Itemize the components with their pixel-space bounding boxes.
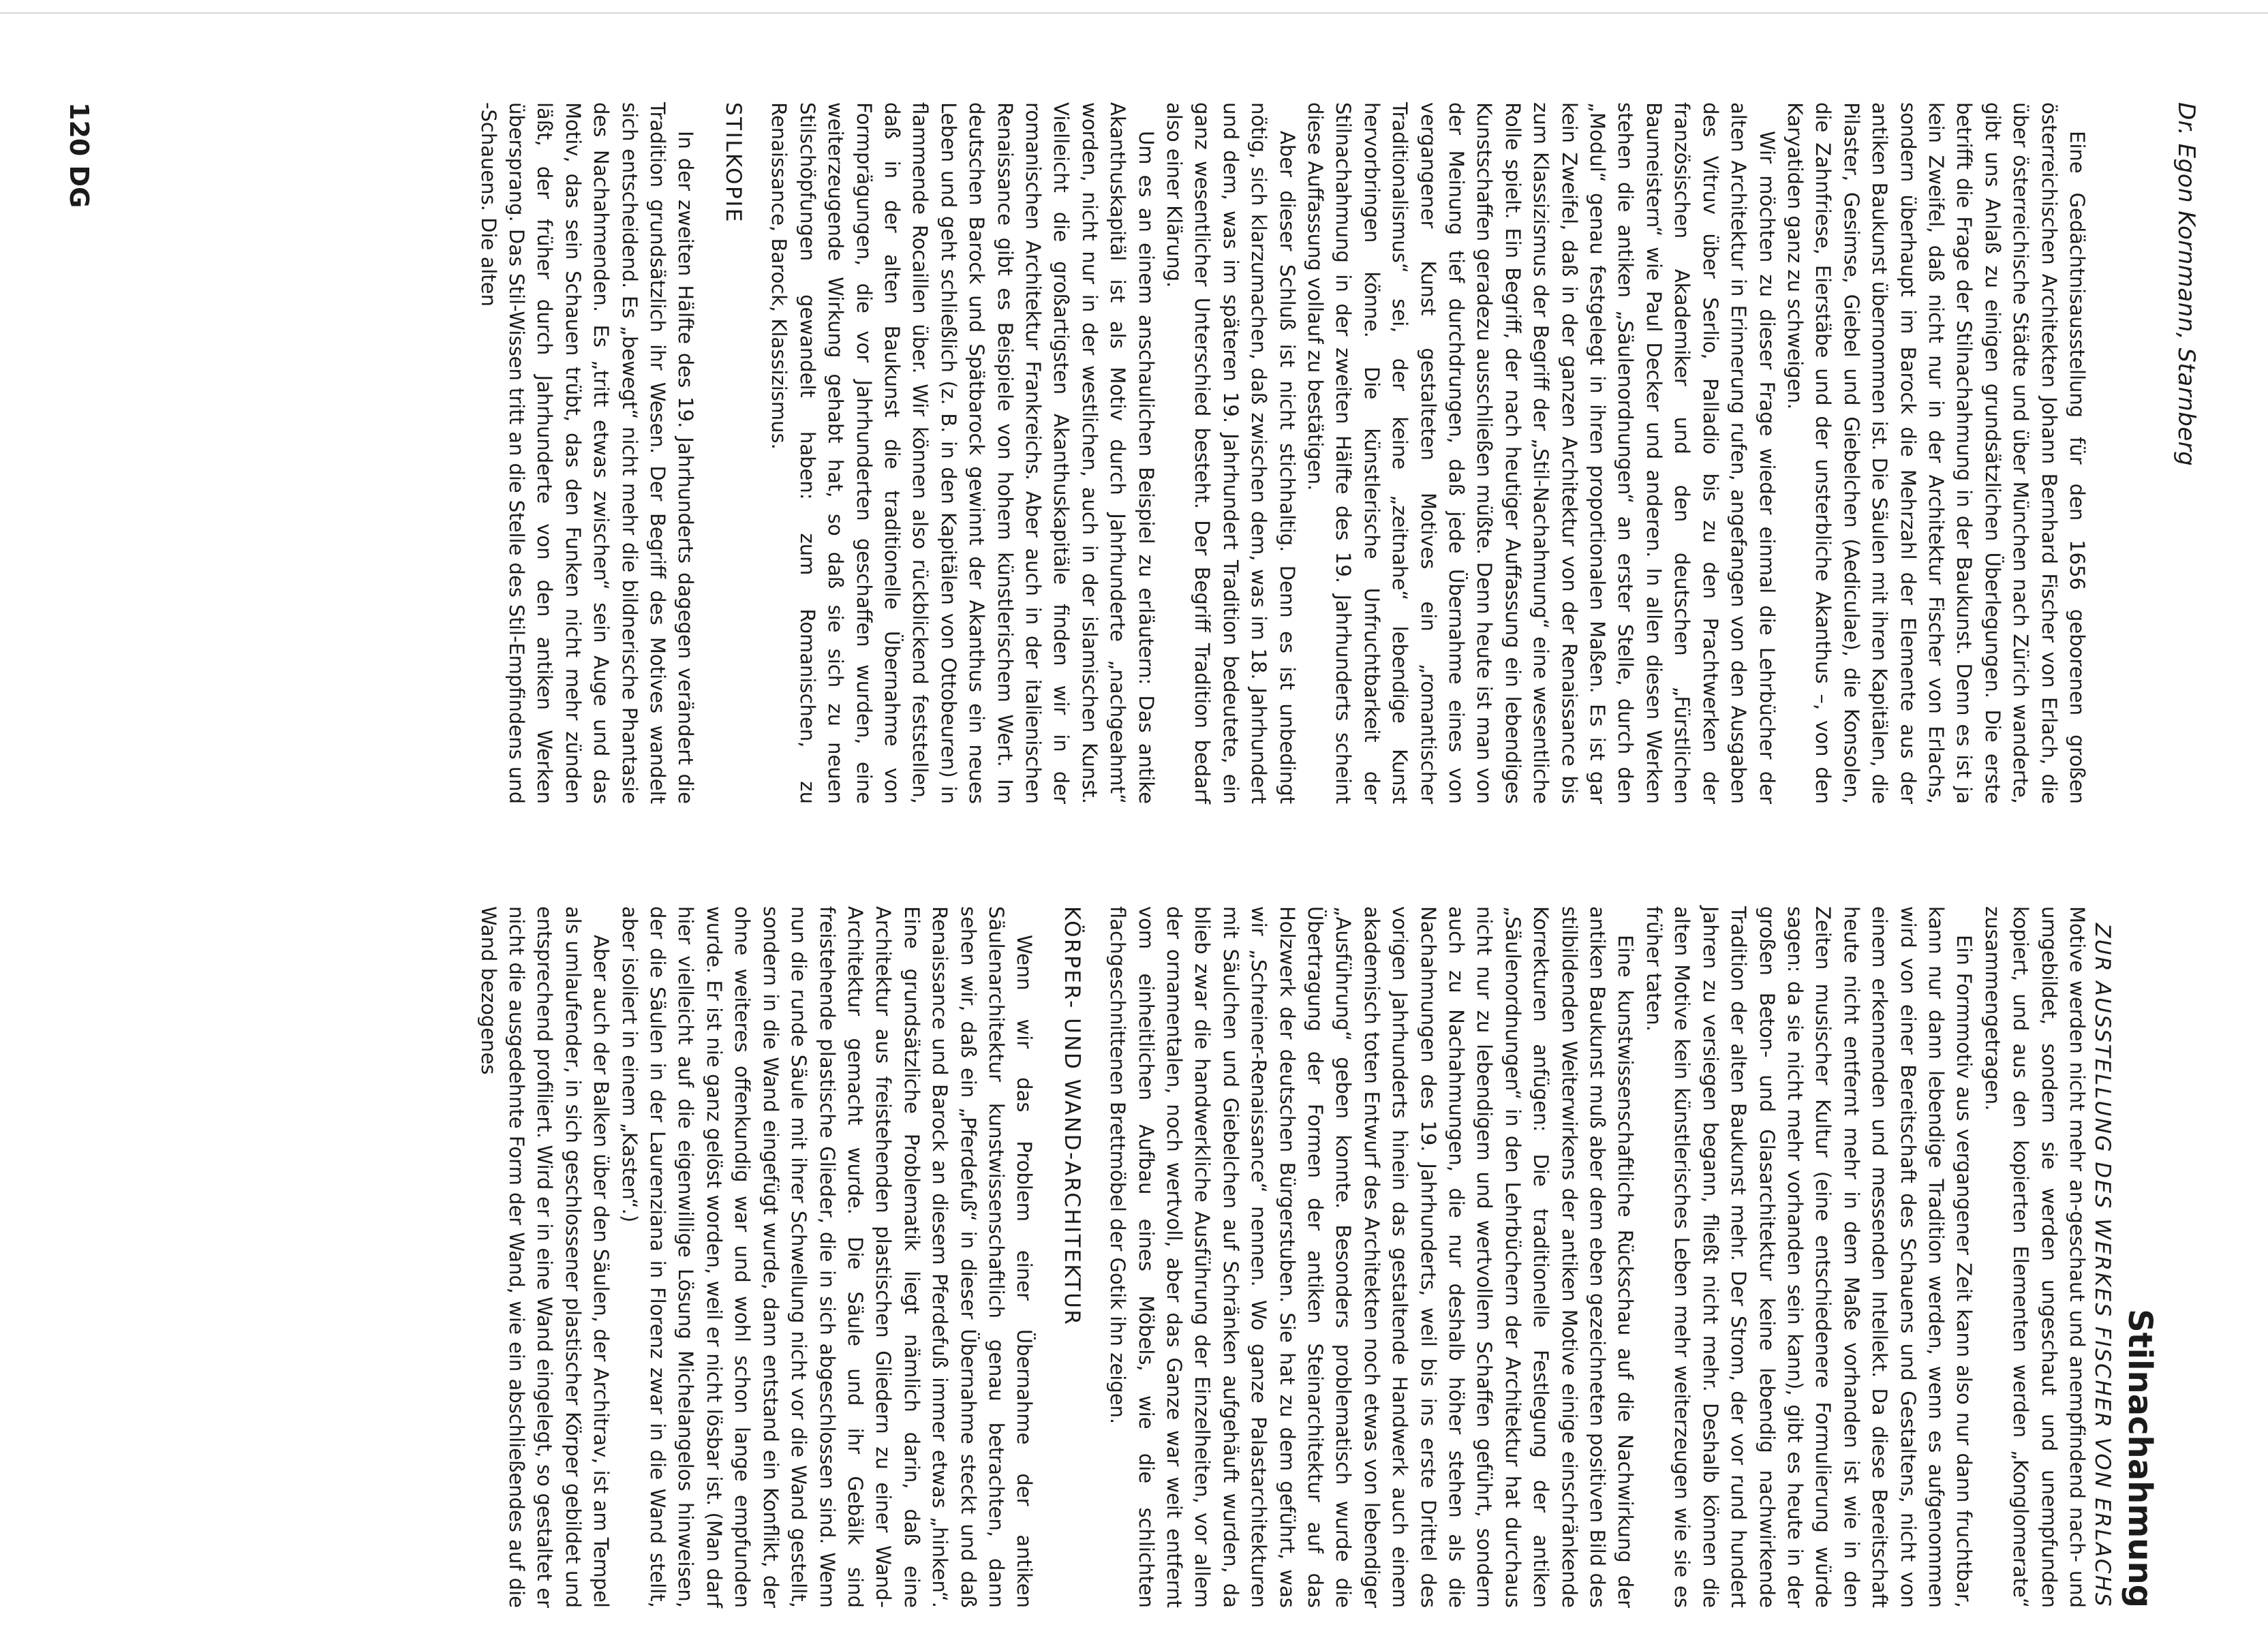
paragraph: Ein Formmotiv aus vergangener Zeit kann also nur dann fruchtbar, kann nur dann lebendige Tradition werden, wenn es aufgenommen wird von einer Bereitschaft des Schauens und Gestaltens, nicht von einem erkennenden und messenden Intellekt. Da diese Bereitschaft heute nicht entfernt mehr in dem Maße vorhanden ist wie in den Zeiten musischer Kultur (eine entschiedenere Formulierung würde sagen: da sie nicht mehr vorhanden sein kann), gibt es heute in der großen Beton- und Glasarchitektur keine lebendig nachwirkende Tradition der alten Baukunst mehr. Der Strom, der vor rund hundert Jahren zu versiegen begann, fließt nicht mehr. Deshalb können die alten Motive kein künstlerisches Leben mehr weiterzeugen wie sie es früher taten. <box>1642 906 1976 1608</box>
paragraph: Aber dieser Schluß ist nicht stichhaltig. Denn es ist unbedingt nötig, sich klarzumachen, daß zwischen dem, was im 18. Jahrhundert und dem, was im späteren 19. Jahrhundert Tradition bedeutete, ein ganz wesentlicher Unterschied besteht. Der Begriff Tradition bedarf also einer Klärung. <box>1163 102 1299 804</box>
scan-edge-line <box>0 12 2268 14</box>
section-heading: STILKOPIE <box>720 102 746 223</box>
paragraph: Wir möchten zu dieser Frage wieder einmal die Lehrbücher der alten Architektur in Erinnerung rufen, angefangen von den Ausgaben des Vitruv über Serlio, Palladio bis zu den Prachtwerken der französischen Akademiker und den deutschen „Fürstlichen Baumeistern“ wie Paul Decker und anderen. In allen diesen Werken stehen die antiken „Säulenordnungen“ an erster Stelle, durch den „Modul“ genau festgelegt in ihren proportionalen Maßen. Es ist gar kein Zweifel, daß in der ganzen Architektur von der Renaissance bis zum Klassizismus der Begriff der „Stil-Nachahmung“ eine wesentliche Rolle spielt. Ein Begriff, der nach heutiger Auffassung ein lebendiges Kunstschaffen geradezu ausschließen müßte. Denn heute ist man von der Meinung tief durchdrungen, daß jede Übernahme eines von vergangener Kunst gestalteten Motives ein „romantischer Traditionalismus“ sei, der keine „zeitnahe“ lebendige Kunst hervorbringen könne. Die künstlerische Unfruchtbarkeit der Stilnachahmung in der zweiten Hälfte des 19. Jahrhunderts scheint diese Auffassung vollauf zu bestätigen. <box>1304 102 1779 804</box>
section-heading: KÖRPER- UND WAND-ARCHITEKTUR <box>1059 906 1084 1327</box>
right-column <box>474 906 2091 1608</box>
article-title: Stilnachahmung <box>2121 1309 2159 1608</box>
paragraph: Eine Gedächtnisausstellung für den 1656 geborenen großen österreichischen Architekten Johann Bernhard Fischer von Erlach, die über österreichische Städte und über München nach Zürich wanderte, gibt uns Anlaß zu einigen grundsätzlichen Überlegungen. Die erste betrifft die Frage der Stilnachahmung in der Baukunst. Denn es ist ja kein Zweifel, daß nicht nur in der Architektur Fischer von Erlachs, sondern überhaupt im Barock die Mehrzahl der Elemente aus der antiken Baukunst übernommen ist. Die Säulen mit ihren Kapitälen, die Pilaster, Gesimse, Giebel und Giebelchen (Aediculae), die Konsolen, die Zahnfriese, Eierstäbe und der unsterbliche Akanthus –, von den Karyatiden ganz zu schweigen. <box>1783 102 2089 804</box>
paragraph: In der zweiten Hälfte des 19. Jahrhunderts dagegen verändert die Tradition grundsätzlich ihr Wesen. Der Begriff des Motives wandelt sich entscheidend. Es „bewegt“ nicht mehr die bildnerische Phantasie des Nachahmenden. Es „tritt etwas zwischen“ sein Auge und das Motiv, das sein Schauen trübt, das den Funken nicht mehr zünden läßt, der früher durch Jahrhunderte von den antiken Werken übersprang. Das Stil-Wissen tritt an die Stelle des Stil-Empfindens und -Schauens. Die alten <box>476 102 698 804</box>
article-subtitle: ZUR AUSSTELLUNG DES WERKES FISCHER VON ERLACHS <box>2090 923 2115 1608</box>
paragraph: Motive werden nicht mehr an-geschaut und anempfindend nach- und umgebildet, sondern sie werden ungeschaut und unempfunden kopiert, und aus den kopierten Elementen werden „Konglomerate“ zusammengetragen. <box>1980 906 2089 1608</box>
left-column <box>474 102 2091 804</box>
author-line: Dr. Egon Kornmann, Starnberg <box>2173 102 2200 467</box>
paragraph: Wenn wir das Problem einer Übernahme der antiken Säulenarchitektur kunstwissenschaftlich genau betrachten, dann sehen wir, daß ein „Pferdefuß“ in dieser Übernahme steckt und daß Renaissance und Barock an diesem Pferdefuß immer etwas „hinken“. Eine grundsätzliche Problematik liegt nämlich darin, daß eine Architektur aus freistehenden plastischen Gliedern zu einer Wand-Architektur gemacht wurde. Die Säule und ihr Gebälk sind freistehende plastische Glieder, die in sich abgeschlossen sind. Wenn nun die runde Säule mit ihrer Schwellung nicht vor die Wand gestellt, sondern in die Wand eingefügt wurde, dann entstand ein Konflikt, der ohne weiteres offenkundig war und wohl schon lange empfunden wurde. Er ist nie ganz gelöst worden, weil er nicht lösbar ist. (Man darf hier vielleicht auf die eigenwillige Lösung Michelangelos hinweisen, der die Säulen in der Laurenziana in Florenz zwar in die Wand stellt, aber isoliert in einem „Kasten“.) <box>617 906 1037 1608</box>
page-number: 120 DG <box>64 102 94 208</box>
paragraph: Eine kunstwissenschaftliche Rückschau auf die Nachwirkung der antiken Baukunst muß aber dem eben gezeichneten positiven Bild des stilbildenden Weiterwirkens der antiken Motive einige einschränkende Korrekturen anfügen: Die traditionelle Festlegung der antiken „Säulenordnungen“ in den Lehrbüchern der Architektur hat durchaus nicht nur zu lebendigem und wertvollem Schaffen geführt, sondern auch zu Nachahmungen, die nur deshalb höher stehen als die Nachahmungen des 19. Jahrhunderts, weil bis ins erste Drittel des vorigen Jahrhunderts hinein das gestaltende Handwerk auch einem akademisch toten Entwurf des Architekten noch etwas von lebendiger „Ausführung“ geben konnte. Besonders problematisch wurde die Übertragung der Formen der antiken Steinarchitektur auf das Holzwerk der deutschen Bürgerstuben. Sie hat zu dem geführt, was wir „Schreiner-Renaissance“ nennen. Wo ganze Palastarchitekturen mit Säulchen und Giebelchen auf Schränken aufgehäuft wurden, da blieb zwar die handwerkliche Ausführung der Einzelheiten, vor allem der ornamentalen, noch wertvoll, aber das Ganze war weit entfernt vom einheitlichen Aufbau eines Möbels, wie die schlichten flachgeschnittenen Brettmöbel der Gotik ihn zeigen. <box>1106 906 1638 1608</box>
paragraph: Um es an einem anschaulichen Beispiel zu erläutern: Das antike Akanthuskapitäl ist als Motiv durch Jahrhunderte „nachgeahmt“ worden, nicht nur in der westlichen, auch in der islamischen Kunst. Vielleicht die großartigsten Akanthuskapitäle finden wir in der romanischen Architektur Frankreichs. Aber auch in der italienischen Renaissance gibt es Beispiele von hohem künstlerischem Wert. Im deutschen Barock und Spätbarock gewinnt der Akanthus ein neues Leben und geht schließlich (z. B. in den Kapitälen von Ottobeuren) in flammende Rocaillen über. Wir können also rückblickend feststellen, daß in der alten Baukunst die traditionelle Übernahme von Formprägungen, die vor Jahrhunderten geschaffen wurden, eine weiterzeugende Wirkung gehabt hat, so daß sie sich zu neuen Stilschöpfungen gewandelt haben: zum Romanischen, zu Renaissance, Barock, Klassizismus. <box>767 102 1158 804</box>
text-columns <box>74 102 2091 1608</box>
rotated-page <box>40 102 2200 1608</box>
paragraph: Aber auch der Balken über den Säulen, der Architrav, ist am Tempel als umlaufender, in sich geschlossener plastischer Körper gebildet und entsprechend profiliert. Wird er in eine Wand eingelegt, so gestaltet er nicht die ausgedehnte Form der Wand, wie ein abschließendes auf die Wand bezogenes <box>476 906 613 1608</box>
